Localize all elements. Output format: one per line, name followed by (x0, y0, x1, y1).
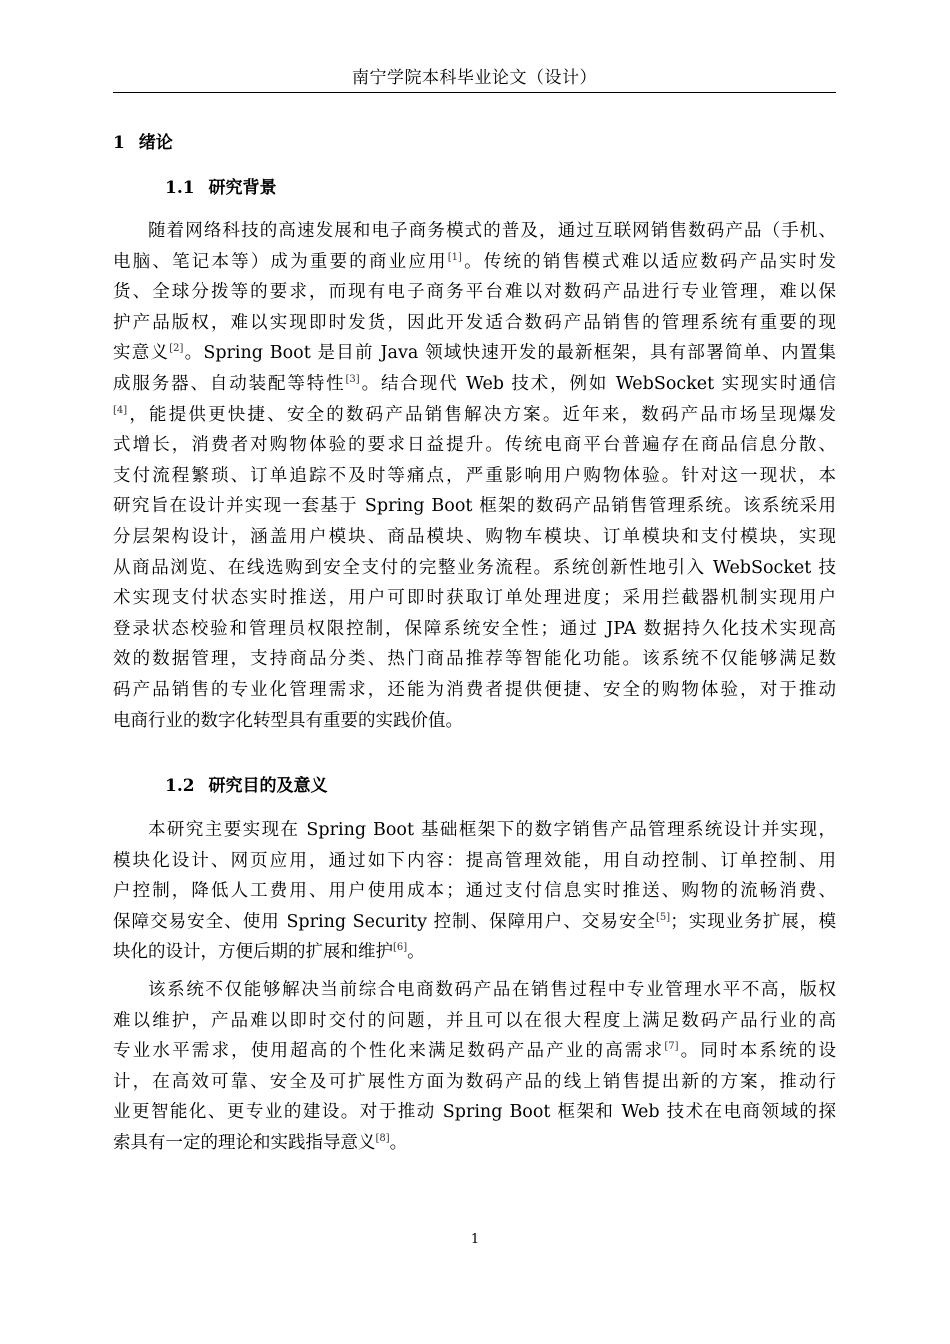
section-number: 1.2 (165, 776, 195, 796)
chapter-number: 1 (113, 133, 125, 153)
text-line: 专业水平需求，使用超高的个性化来满足数码产品产业的高需求[7]。同时本系统的设 (113, 1041, 837, 1062)
text-line: 电商行业的数字化转型具有重要的实践价值。 (113, 710, 463, 731)
text-line: 计，在高效可靠、安全及可扩展性方面为数码产品的线上销售提出新的方案，推动行 (113, 1071, 836, 1092)
chapter-title: 绪论 (138, 133, 173, 153)
text-line: 难以维护，产品难以即时交付的问题，并且可以在很大程度上满足数码产品行业的高 (113, 1010, 836, 1031)
section-heading-1-1 (165, 176, 277, 200)
text-line: 本研究主要实现在 Spring Boot 基础框架下的数字销售产品管理系统设计并实现， (148, 820, 836, 840)
text-line: 块化的设计，方便后期的扩展和维护[6]。 (113, 942, 425, 963)
text-line: 业更智能化、更专业的建设。对于推动 Spring Boot 框架和 Web 技术在电商领域的探 (113, 1102, 836, 1123)
citation-marker: [5] (656, 911, 671, 923)
section-title: 研究目的及意义 (208, 776, 328, 796)
citation-marker: [2] (169, 343, 184, 355)
text-line: 索具有一定的理论和实践指导意义[8]。 (113, 1132, 408, 1153)
text-line: 支付流程繁琐、订单追踪不及时等痛点，严重影响用户购物体验。针对这一现状，本 (113, 465, 836, 486)
paragraph-background (113, 216, 836, 736)
text-line: 术实现支付状态实时推送，用户可即时获取订单处理进度；采用拦截器机制实现用户 (113, 588, 836, 609)
citation-marker: [6] (393, 942, 408, 954)
page-number: 1 (470, 1232, 480, 1247)
text-line: 效的数据管理，支持商品分类、热门商品推荐等智能化功能。该系统不仅能够满足数 (113, 649, 836, 670)
text-line: 保障交易安全、使用 Spring Security 控制、保障用户、交易安全[5]；实现业务扩展，模 (113, 911, 836, 932)
page-header: 南宁学院本科毕业论文（设计） (113, 66, 836, 93)
text-line: 电脑、笔记本等）成为重要的商业应用[1]。传统的销售模式难以适应数码产品实时发 (113, 251, 837, 272)
citation-marker: [3] (345, 373, 360, 385)
text-line: 式增长，消费者对购物体验的要求日益提升。传统电商平台普遍存在商品信息分散、 (113, 435, 836, 456)
text-line: 模块化设计、网页应用，通过如下内容：提高管理效能，用自动控制、订单控制、用 (113, 850, 836, 871)
text-line: 该系统不仅能够解决当前综合电商数码产品在销售过程中专业管理水平不高，版权 (148, 980, 836, 1000)
section-number: 1.1 (165, 178, 195, 198)
text-line: 从商品浏览、在线选购到安全支付的完整业务流程。系统创新性地引入 WebSocket 技 (113, 557, 836, 578)
text-line: 成服务器、自动装配等特性[3]。结合现代 Web 技术，例如 WebSocket 实现实时通信 (113, 373, 837, 394)
text-line: 分层架构设计，涵盖用户模块、商品模块、购物车模块、订单模块和支付模块，实现 (113, 526, 836, 547)
chapter-heading (113, 131, 173, 155)
text-line: 护产品版权，难以实现即时发货，因此开发适合数码产品销售的管理系统有重要的现 (113, 312, 836, 333)
text-line: 实意义[2]。Spring Boot 是目前 Java 领域快速开发的最新框架，具有部署简单、内置集 (113, 343, 837, 364)
section-title: 研究背景 (208, 178, 277, 198)
section-heading-1-2 (165, 774, 328, 798)
text-line: 货、全球分拨等的要求，而现有电子商务平台难以对数码产品进行专业管理，难以保 (113, 282, 836, 303)
text-line: [4]，能提供更快捷、安全的数码产品销售解决方案。近年来，数码产品市场呈现爆发 (113, 404, 836, 425)
citation-marker: [8] (375, 1132, 390, 1144)
text-line: 码产品销售的专业化管理需求，还能为消费者提供便捷、安全的购物体验，对于推动 (113, 679, 836, 700)
paragraph-significance (113, 975, 836, 1159)
text-line: 登录状态校验和管理员权限控制，保障系统安全性；通过 JPA 数据持久化技术实现高 (113, 618, 836, 639)
citation-marker: [1] (447, 251, 462, 263)
citation-marker: [4] (113, 404, 128, 416)
paragraph-purpose (113, 815, 836, 968)
text-line: 户控制，降低人工费用、用户使用成本；通过支付信息实时推送、购物的流畅消费、 (113, 881, 836, 902)
text-line: 研究旨在设计并实现一套基于 Spring Boot 框架的数码产品销售管理系统。该系统采用 (113, 496, 836, 517)
text-line: 随着网络科技的高速发展和电子商务模式的普及，通过互联网销售数码产品（手机、 (148, 221, 836, 241)
citation-marker: [7] (664, 1041, 679, 1053)
